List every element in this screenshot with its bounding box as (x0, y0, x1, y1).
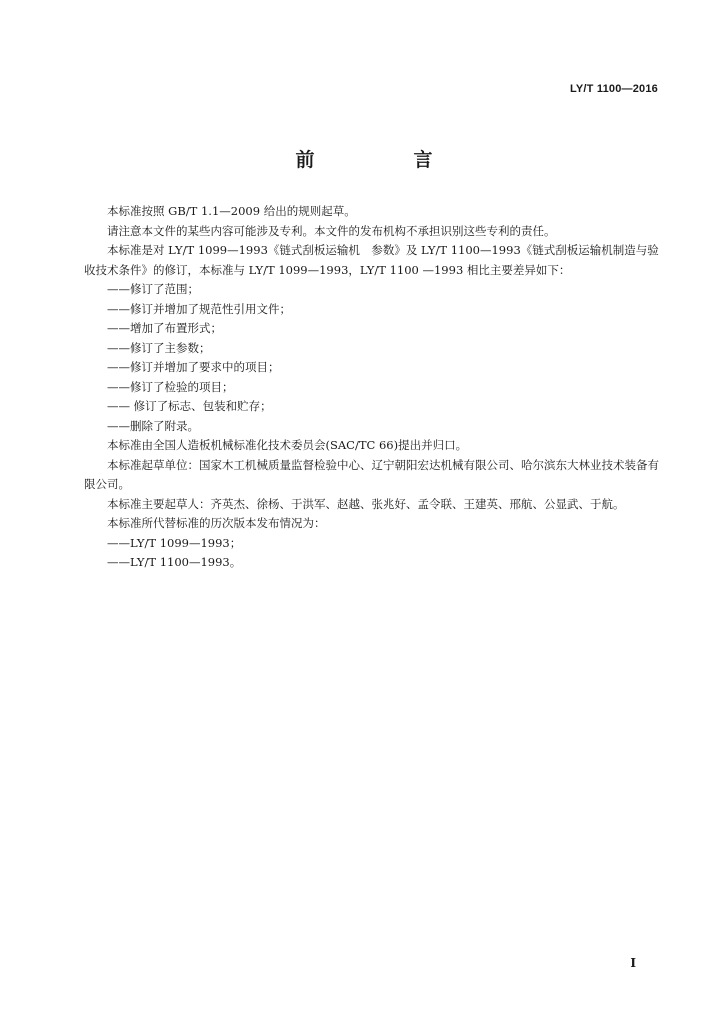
page-title: 前 言 (295, 149, 473, 171)
paragraph-patent-notice: 请注意本文件的某些内容可能涉及专利。本文件的发布机构不承担识别这些专利的责任。 (107, 223, 556, 238)
paragraph-drafting-rules: 本标准按照 GB/T 1.1—2009 给出的规则起草。 (107, 204, 356, 218)
change-item: ——修订并增加了要求中的项目； (107, 360, 280, 374)
change-item: ——修订并增加了规范性引用文件； (107, 301, 291, 316)
change-item: —— 修订了标志、包装和贮存； (107, 399, 272, 413)
change-item: ——增加了布置形式； (107, 321, 222, 335)
paragraph-proposer: 本标准由全国人造板机械标准化技术委员会(SAC/TC 66)提出并归口。 (107, 438, 468, 452)
version-item: ——LY/T 1099—1993； (107, 535, 242, 550)
paragraph-version-history: 本标准所代替标准的历次版本发布情况为： (107, 516, 326, 530)
paragraph-revision-intro: 本标准是对 LY/T 1099—1993《链式刮板运输机 参数》及 LY/T 1100—1993《链式刮板运输机制造与验收技术条件》的修订，本标准与 LY/T 1099—1993，LY/T 1100 —1993 相比主要差异如下： (84, 243, 659, 277)
page-number: I (630, 956, 636, 970)
change-item: ——修订了检验的项目； (107, 379, 234, 394)
change-item: ——删除了附录。 (107, 418, 199, 433)
change-item: ——修订了主参数； (107, 340, 211, 355)
foreword-body (84, 202, 660, 573)
version-item: ——LY/T 1100—1993。 (107, 555, 242, 569)
change-item: ——修订了范围； (107, 282, 199, 296)
paragraph-drafters: 本标准主要起草人：齐英杰、徐杨、于洪军、赵越、张兆好、孟令联、王建英、邢航、公显武、于航。 (107, 496, 625, 511)
paragraph-drafting-units: 本标准起草单位：国家木工机械质量监督检验中心、辽宁朝阳宏达机械有限公司、哈尔滨东大林业技术装备有限公司。 (84, 457, 659, 491)
standard-code-header: LY/T 1100—2016 (569, 83, 658, 95)
